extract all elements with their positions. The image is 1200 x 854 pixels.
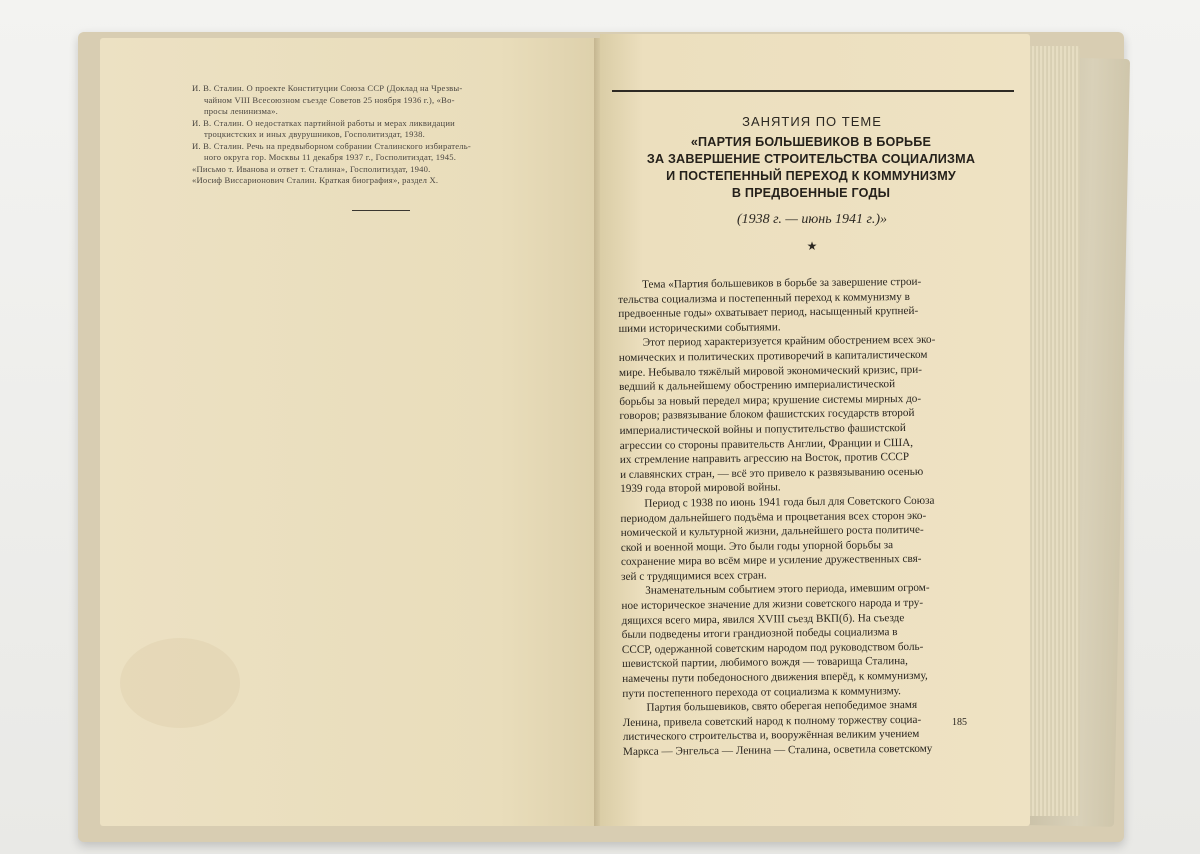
body-text-line: империалистической войны и попустительство фашистской bbox=[619, 421, 906, 437]
body-text-line: борьбы за новый передел мира; крушение системы мирных до- bbox=[619, 392, 922, 408]
body-text-line: Знаменательным событием этого периода, имевшим огром- bbox=[645, 582, 930, 598]
header-rule bbox=[612, 90, 1014, 92]
reference-line: просы ленинизма». bbox=[204, 106, 278, 116]
body-text-line: Этот период характеризуется крайним обострением всех эко- bbox=[642, 334, 936, 350]
left-page bbox=[100, 38, 600, 826]
theme-title bbox=[606, 134, 1016, 202]
reference-line: чайном VIII Всесоюзном съезде Советов 25 ноября 1936 г.), «Во- bbox=[204, 94, 455, 105]
body-text-line: Тема «Партия большевиков в борьбе за завершение строи- bbox=[642, 275, 922, 291]
body-text-line: номической и культурной жизни, дальнейшего роста политиче- bbox=[620, 523, 924, 540]
star-icon: ★ bbox=[806, 239, 818, 253]
body-text-line: и славянских стран, — всё это привело к развязыванию осенью bbox=[619, 465, 924, 481]
body-text-line: зей с трудящимися всех стран. bbox=[621, 569, 767, 583]
body-text-line: листического строительства и, вооружённая великим учением bbox=[622, 728, 920, 744]
section-heading: ЗАНЯТИЯ ПО ТЕМЕ bbox=[742, 114, 882, 129]
body-text-line: агрессии со стороны правительств Англии, Франции и США, bbox=[619, 436, 914, 452]
body-text-line: предвоенные годы» охватывает период, насыщенный крупней- bbox=[618, 305, 919, 321]
theme-title-line: ЗА ЗАВЕРШЕНИЕ СТРОИТЕЛЬСТВА СОЦИАЛИЗМА bbox=[646, 152, 976, 166]
body-text-line: ведший к дальнейшему обострению империалистической bbox=[619, 378, 896, 394]
body-text-line: намечены пути победоносного движения вперёд, к коммунизму, bbox=[622, 669, 928, 686]
reference-line: И. В. Сталин. О недостатках партийной работы и мерах ликвидации bbox=[192, 117, 455, 128]
body-text-line: шевистской партии, любимого вождя — товарища Сталина, bbox=[621, 655, 908, 671]
body-text-line: шими историческими событиями. bbox=[618, 321, 781, 335]
body-text-line: их стремление направить агрессию на Восток, против СССР bbox=[619, 451, 910, 467]
body-text-line: Маркса — Энгельса — Ленина — Сталина, осветила советскому bbox=[622, 742, 933, 758]
body-text-line: Ленина, привела советский народ к полному торжеству социа- bbox=[622, 713, 922, 729]
reference-line: «Письмо т. Иванова и ответ т. Сталина», Госполитиздат, 1940. bbox=[192, 163, 431, 174]
theme-title-line: В ПРЕДВОЕННЫЕ ГОДЫ bbox=[731, 186, 891, 200]
page-number: 185 bbox=[952, 717, 967, 728]
body-text-line: Период с 1938 по июнь 1941 года был для Советского Союза bbox=[644, 494, 935, 510]
body-text bbox=[618, 274, 1001, 760]
body-text-line: пути постепенного перехода от социализма к коммунизму. bbox=[622, 684, 901, 700]
body-text-line: СССР, одержанной советским народом под руководством боль- bbox=[621, 640, 924, 656]
reference-line: ного округа гор. Москвы 11 декабря 1937 г., Госполитиздат, 1945. bbox=[204, 152, 457, 162]
body-text-line: были подведены итоги грандиозной победы социализма в bbox=[621, 626, 898, 642]
theme-title-line: И ПОСТЕПЕННЫЙ ПЕРЕХОД К КОММУНИЗМУ bbox=[666, 169, 956, 183]
body-text-line: говоров; развязывание блоком фашистских государств второй bbox=[619, 407, 915, 423]
body-text-line: ное историческое значение для жизни советского народа и тру- bbox=[621, 596, 924, 613]
body-text-line: номических и политических противоречий в капиталистическом bbox=[618, 348, 928, 364]
body-text-line: периодом дальнейшего подъёма и процветания всех сторон эко- bbox=[620, 509, 927, 525]
body-text-line: 1939 года второй мировой войны. bbox=[620, 481, 781, 496]
reference-line: И. В. Сталин. Речь на предвыборном собрании Сталинского избиратель- bbox=[192, 140, 471, 151]
body-text-line: мире. Небывало тяжёлый мировой экономический кризис, при- bbox=[618, 363, 923, 379]
body-text-line: тельства социализма и постепенный переход к коммунизму в bbox=[618, 290, 910, 306]
body-text-line: дящихся всего мира, явился XVIII съезд ВКП(б). На съезде bbox=[621, 611, 905, 627]
reference-line: троцкистских и иных двурушников, Госполитиздат, 1938. bbox=[204, 129, 425, 139]
right-page bbox=[600, 34, 1030, 826]
reference-line: И. В. Сталин. О проекте Конституции Союза ССР (Доклад на Чрезвы- bbox=[192, 83, 463, 93]
bibliography-list bbox=[192, 83, 572, 187]
period-dates: (1938 г. — июнь 1941 г.)» bbox=[736, 212, 887, 227]
theme-title-line: «ПАРТИЯ БОЛЬШЕВИКОВ В БОРЬБЕ bbox=[690, 135, 932, 149]
paper-stain bbox=[120, 638, 240, 728]
body-text-line: ской и военной мощи. Это были годы упорной борьбы за bbox=[620, 538, 894, 554]
section-divider bbox=[352, 210, 410, 211]
reference-line: «Иосиф Виссарионович Сталин. Краткая биография», раздел X. bbox=[192, 175, 439, 185]
body-text-line: Партия большевиков, свято оберегая непобедимое знамя bbox=[646, 699, 918, 714]
body-text-line: сохранение мира во всём мире и усиление дружественных свя- bbox=[620, 553, 922, 569]
